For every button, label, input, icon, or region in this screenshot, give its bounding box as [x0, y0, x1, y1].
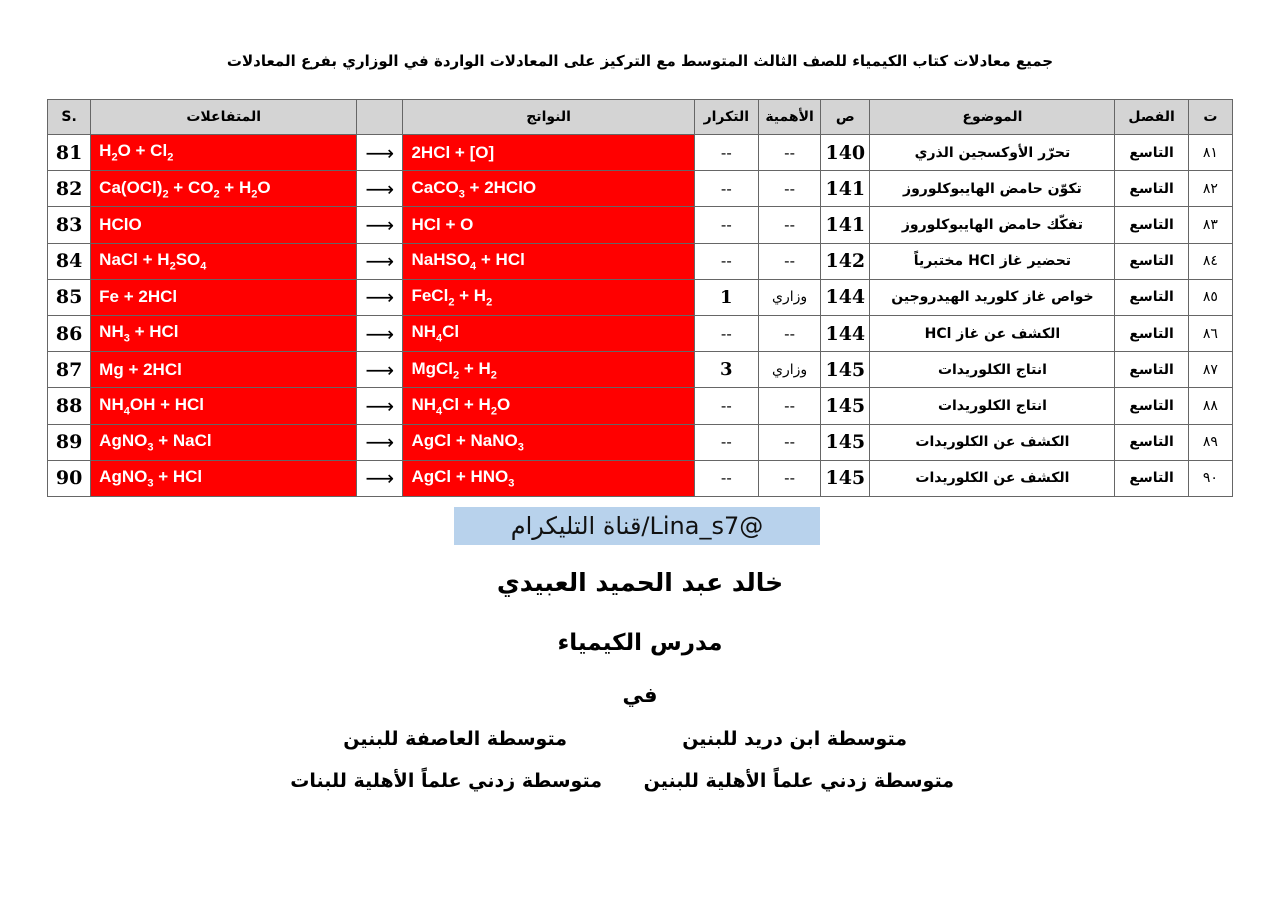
- school-4: متوسطة زدني علماً الأهلية للبنات: [290, 770, 602, 792]
- serial-cell: 84: [48, 243, 91, 279]
- topic-cell: خواص غاز كلوريد الهيدروجين: [870, 279, 1115, 315]
- serial-cell: 86: [48, 315, 91, 351]
- document-title: جميع معادلات كتاب الكيمياء للصف الثالث المتوسط مع التركيز على المعادلات الواردة في الوزاري بفرع المعادلات: [226, 52, 1054, 70]
- topic-cell: تحرّر الأوكسجين الذري: [870, 135, 1115, 171]
- importance-cell: --: [758, 243, 820, 279]
- table-row: [48, 279, 1233, 315]
- repeat-cell: --: [694, 171, 758, 207]
- telegram-channel-label: قناة التليكرام/Lina_s7@: [454, 507, 820, 545]
- importance-cell: --: [758, 135, 820, 171]
- reactants-cell: AgNO$_3$ + HCl: [91, 460, 357, 496]
- topic-cell: انتاج الكلوريدات: [870, 388, 1115, 424]
- importance-cell: --: [758, 388, 820, 424]
- page-cell: 145: [821, 352, 870, 388]
- arrow-cell: ⟶: [357, 243, 403, 279]
- school-1: متوسطة ابن دريد للبنين: [682, 728, 907, 750]
- teacher-role: مدرس الكيمياء: [557, 630, 723, 656]
- reactants-cell: $H_2O + Cl_2$: [91, 135, 357, 171]
- equations-table: [47, 99, 1233, 497]
- arrow-cell: ⟶: [357, 460, 403, 496]
- reactants-cell: Mg + 2HCl: [91, 352, 357, 388]
- header-reactants: المتفاعلات: [91, 100, 357, 135]
- page-cell: 145: [821, 460, 870, 496]
- chapter-cell: التاسع: [1115, 460, 1188, 496]
- page-cell: 145: [821, 388, 870, 424]
- serial-cell: 90: [48, 460, 91, 496]
- table-row: [48, 135, 1233, 171]
- chapter-cell: التاسع: [1115, 388, 1188, 424]
- importance-cell: وزاري: [758, 352, 820, 388]
- topic-cell: الكشف عن الكلوريدات: [870, 460, 1115, 496]
- chapter-cell: التاسع: [1115, 352, 1188, 388]
- repeat-cell: --: [694, 460, 758, 496]
- repeat-cell: --: [694, 243, 758, 279]
- header-chapter: الفصل: [1115, 100, 1188, 135]
- page-cell: 144: [821, 315, 870, 351]
- arrow-cell: ⟶: [357, 424, 403, 460]
- topic-cell: الكشف عن غاز HCl: [870, 315, 1115, 351]
- reactants-cell: $NH_3$ + HCl: [91, 315, 357, 351]
- page-cell: 145: [821, 424, 870, 460]
- number-cell: ٨٧: [1188, 352, 1232, 388]
- page-cell: 144: [821, 279, 870, 315]
- reactants-cell: NaCl + $H_2SO_4$: [91, 243, 357, 279]
- products-cell: 2HCl + [O]: [403, 135, 694, 171]
- number-cell: ٨١: [1188, 135, 1232, 171]
- products-cell: CaCO$_3$ + 2HClO: [403, 171, 694, 207]
- header-page: ص: [821, 100, 870, 135]
- chapter-cell: التاسع: [1115, 207, 1188, 243]
- arrow-cell: ⟶: [357, 279, 403, 315]
- table-row: [48, 243, 1233, 279]
- table-header-row: [48, 100, 1233, 135]
- header-repeat: التكرار: [694, 100, 758, 135]
- page-cell: 141: [821, 207, 870, 243]
- chapter-cell: التاسع: [1115, 171, 1188, 207]
- products-cell: $NH_4Cl + H_2O$: [403, 388, 694, 424]
- importance-cell: --: [758, 207, 820, 243]
- topic-cell: انتاج الكلوريدات: [870, 352, 1115, 388]
- topic-cell: تحضير غاز HCl مختبرياً: [870, 243, 1115, 279]
- number-cell: ٨٩: [1188, 424, 1232, 460]
- chapter-cell: التاسع: [1115, 243, 1188, 279]
- repeat-cell: --: [694, 388, 758, 424]
- products-cell: AgCl + NaNO$_3$: [403, 424, 694, 460]
- repeat-cell: --: [694, 315, 758, 351]
- page-cell: 141: [821, 171, 870, 207]
- number-cell: ٨٦: [1188, 315, 1232, 351]
- products-cell: FeCl$_2$ + $H_2$: [403, 279, 694, 315]
- teacher-name: خالد عبد الحميد العبيدي: [496, 568, 784, 597]
- table-row: [48, 460, 1233, 496]
- reactants-cell: $NH_4OH$ + HCl: [91, 388, 357, 424]
- importance-cell: وزاري: [758, 279, 820, 315]
- header-serial: S.: [48, 100, 91, 135]
- page-cell: 142: [821, 243, 870, 279]
- topic-cell: تكوّن حامض الهايبوكلوروز: [870, 171, 1115, 207]
- school-3: متوسطة زدني علماً الأهلية للبنين: [643, 770, 954, 792]
- arrow-cell: ⟶: [357, 135, 403, 171]
- school-2: متوسطة العاصفة للبنين: [343, 728, 567, 750]
- importance-cell: --: [758, 171, 820, 207]
- reactants-cell: $Ca(OCl)_2 + CO_2 + H_2O$: [91, 171, 357, 207]
- products-cell: NaHSO$_4$ + HCl: [403, 243, 694, 279]
- number-cell: ٨٢: [1188, 171, 1232, 207]
- arrow-cell: ⟶: [357, 171, 403, 207]
- serial-cell: 87: [48, 352, 91, 388]
- table-row: [48, 352, 1233, 388]
- arrow-cell: ⟶: [357, 315, 403, 351]
- number-cell: ٨٤: [1188, 243, 1232, 279]
- header-arrow: [357, 100, 403, 135]
- header-topic: الموضوع: [870, 100, 1115, 135]
- header-importance: الأهمية: [758, 100, 820, 135]
- header-number: ت: [1188, 100, 1232, 135]
- arrow-cell: ⟶: [357, 207, 403, 243]
- serial-cell: 83: [48, 207, 91, 243]
- repeat-cell: 3: [694, 352, 758, 388]
- importance-cell: --: [758, 460, 820, 496]
- arrow-cell: ⟶: [357, 352, 403, 388]
- repeat-cell: 1: [694, 279, 758, 315]
- repeat-cell: --: [694, 424, 758, 460]
- topic-cell: تفكّك حامض الهايبوكلوروز: [870, 207, 1115, 243]
- serial-cell: 89: [48, 424, 91, 460]
- reactants-cell: AgNO$_3$ + NaCl: [91, 424, 357, 460]
- chapter-cell: التاسع: [1115, 315, 1188, 351]
- chapter-cell: التاسع: [1115, 279, 1188, 315]
- arrow-cell: ⟶: [357, 388, 403, 424]
- table-row: [48, 388, 1233, 424]
- importance-cell: --: [758, 424, 820, 460]
- number-cell: ٩٠: [1188, 460, 1232, 496]
- products-cell: MgCl$_2$ + $H_2$: [403, 352, 694, 388]
- serial-cell: 85: [48, 279, 91, 315]
- number-cell: ٨٥: [1188, 279, 1232, 315]
- reactants-cell: Fe + 2HCl: [91, 279, 357, 315]
- products-cell: $NH_4Cl$: [403, 315, 694, 351]
- number-cell: ٨٨: [1188, 388, 1232, 424]
- page-cell: 140: [821, 135, 870, 171]
- products-cell: HCl + O: [403, 207, 694, 243]
- products-cell: AgCl + $HNO_3$: [403, 460, 694, 496]
- header-products: النواتج: [403, 100, 694, 135]
- table-row: [48, 424, 1233, 460]
- topic-cell: الكشف عن الكلوريدات: [870, 424, 1115, 460]
- repeat-cell: --: [694, 135, 758, 171]
- serial-cell: 88: [48, 388, 91, 424]
- in-word: في: [622, 683, 658, 707]
- serial-cell: 82: [48, 171, 91, 207]
- serial-cell: 81: [48, 135, 91, 171]
- number-cell: ٨٣: [1188, 207, 1232, 243]
- table-row: [48, 207, 1233, 243]
- table-row: [48, 315, 1233, 351]
- reactants-cell: HClO: [91, 207, 357, 243]
- chapter-cell: التاسع: [1115, 135, 1188, 171]
- chapter-cell: التاسع: [1115, 424, 1188, 460]
- importance-cell: --: [758, 315, 820, 351]
- repeat-cell: --: [694, 207, 758, 243]
- table-row: [48, 171, 1233, 207]
